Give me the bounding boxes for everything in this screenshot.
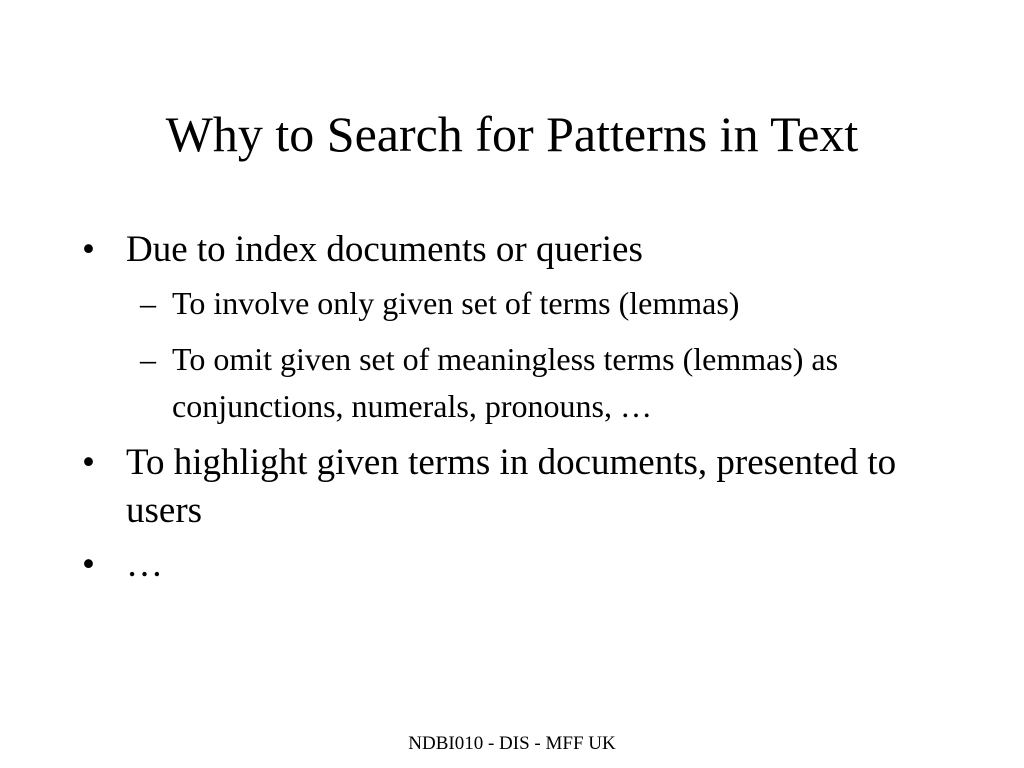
sub-bullet-list <box>82 280 942 430</box>
slide-body <box>82 226 942 595</box>
bullet-text: … <box>126 544 163 585</box>
sub-bullet-item <box>82 280 942 327</box>
bullet-marker: • <box>82 442 95 483</box>
slide-footer: NDBI010 - DIS - MFF UK <box>408 733 616 754</box>
bullet-item <box>82 439 942 535</box>
sub-bullet-item <box>82 336 942 430</box>
bullet-text: Due to index documents or queries <box>126 229 643 270</box>
sub-bullet-marker: – <box>140 285 156 321</box>
sub-bullet-text: To involve only given set of terms (lemmas) <box>172 285 740 321</box>
bullet-text: To highlight given terms in documents, presented to users <box>126 442 897 531</box>
sub-bullet-marker: – <box>140 341 156 377</box>
sub-bullet-text: To omit given set of meaningless terms (lemmas) as conjunctions, numerals, pronouns, … <box>172 341 839 424</box>
bullet-item <box>82 541 942 589</box>
slide-title: Why to Search for Patterns in Text <box>165 106 859 162</box>
bullet-marker: • <box>82 544 95 585</box>
bullet-item <box>82 226 942 274</box>
bullet-marker: • <box>82 229 95 270</box>
